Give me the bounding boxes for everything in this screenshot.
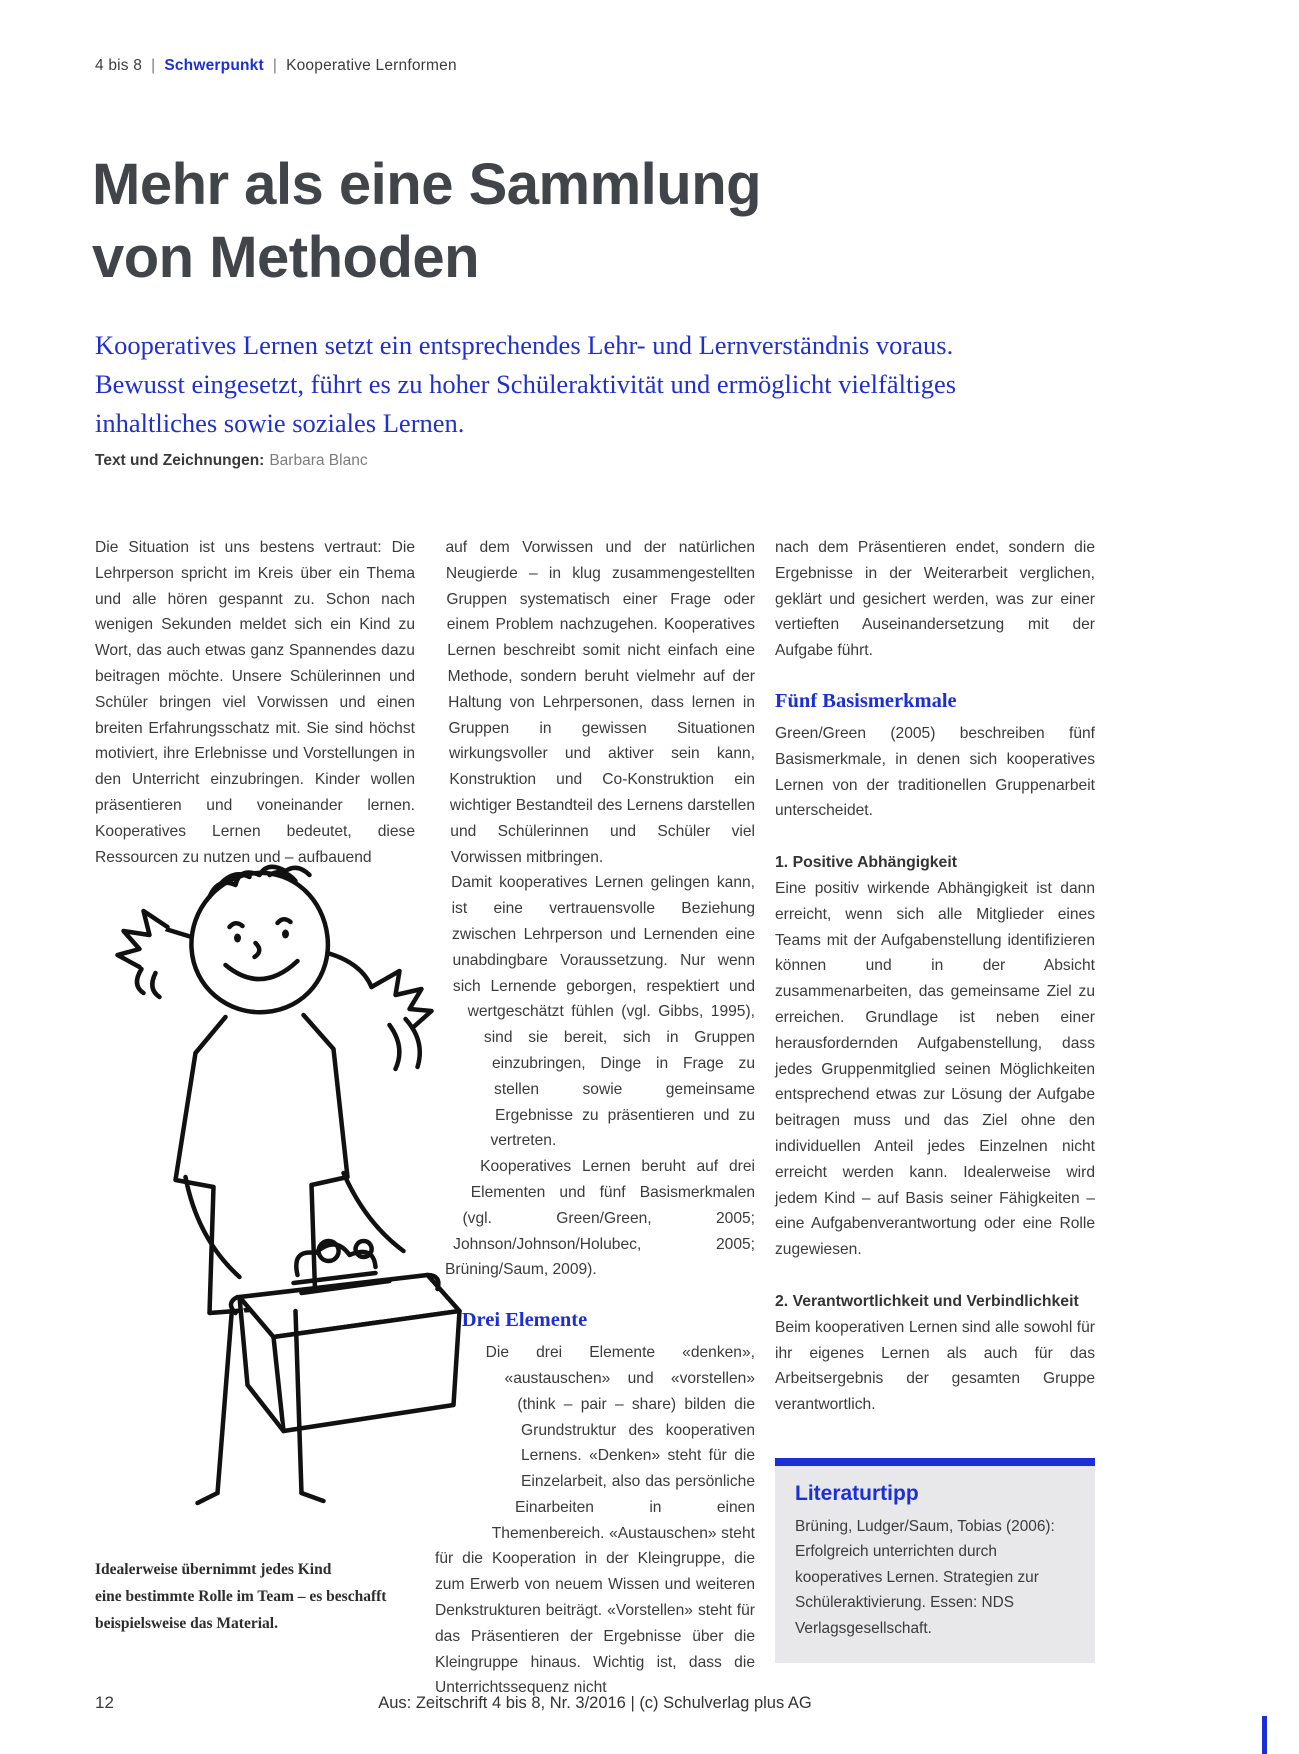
column-2 bbox=[435, 535, 755, 1701]
body-paragraph: Die drei Elemente «denken», «austauschen» und «vorstellen» (think – pair – share) bilden die Grundstruktur des kooperativen Lernens. «Denken» steht für die Einzelarbeit, also das persönliche Einarbeiten in einen Themenbereich. «Austauschen» steht für die Kooperation in der Kleingruppe, die zum Erwerb von neuem Wissen und weiteren Denkstrukturen beiträgt. «Vorstellen» steht für das Präsentieren der Ergebnisse über die Kleingruppe hinaus. Wichtig ist, dass die Unterrichtssequenz nicht bbox=[435, 1344, 755, 1697]
section-label: Schwerpunkt bbox=[164, 57, 264, 74]
illustration-caption: Idealerweise übernimmt jedes Kind eine bestimmte Rolle im Team – es beschafft beispielsweise das Material. bbox=[95, 1561, 387, 1632]
body-paragraph: Eine positiv wirkende Abhängigkeit ist dann erreicht, wenn sich alle Mitglieder eines Teams mit der Aufgabenstellung identifizieren können und in der Absicht zusammenarbeiten, das gemeinsame Ziel zu erreichen. Grundlage ist neben einer herausfordernden Aufgabenstellung, dass jedes Gruppenmitglied seinen Möglichkeiten entsprechend etwas zur Lösung der Aufgabe beitragen muss und das Ziel ohne den individuellen Anteil jedes Einzelnen nicht erreicht werden kann. Idealerweise wird jedem Kind – auf Basis seiner Fähigkeiten – eine Aufgabenverantwortung oder eine Rolle zugewiesen. bbox=[775, 879, 1095, 1259]
source-line: Aus: Zeitschrift 4 bis 8, Nr. 3/2016 | (c) Schulverlag plus AG bbox=[378, 1694, 812, 1712]
kicker-separator: | bbox=[151, 57, 156, 74]
body-paragraph: Die Situation ist uns bestens vertraut: Die Lehrperson spricht im Kreis über ein Thema und alle hören gespannt zu. Schon nach wenigen Sekunden meldet sich ein Kind zu Wort, das auch etwas ganz Spannendes dazu beitragen möchte. Unsere Schülerinnen und Schüler bringen viel Vorwissen und einen breiten Erfahrungsschatz mit. Sie sind höchst motiviert, ihre Erlebnisse und Vorstellungen in den Unterricht einzubringen. Kinder wollen präsentieren und voneinander lernen. Kooperatives Lernen bedeutet, diese Ressourcen zu nutzen und – aufbauend bbox=[95, 539, 415, 866]
lead-paragraph: Kooperatives Lernen setzt ein entsprechendes Lehr- und Lernverständnis voraus. Bewusst eingesetzt, führt es zu hoher Schüleraktivität und ermöglicht vielfältiges inhaltliches sowie soziales Lernen. bbox=[95, 330, 957, 438]
body-paragraph: Kooperatives Lernen beruht auf drei Elementen und fünf Basismerkmalen (vgl. Green/Green, 2005; Johnson/Johnson/Holubec, 2005; Brüning/Saum, 2009). bbox=[445, 1158, 755, 1279]
subheading-verantwortlichkeit: 2. Verantwortlichkeit und Verbindlichkeit bbox=[775, 1292, 1079, 1310]
byline-label: Text und Zeichnungen: bbox=[95, 452, 265, 469]
section-heading-drei-elemente: Drei Elemente bbox=[461, 1309, 588, 1332]
section-heading-fuenf-basismerkmale: Fünf Basismerkmale bbox=[775, 689, 957, 712]
magazine-name: 4 bis 8 bbox=[95, 57, 143, 74]
body-paragraph: Green/Green (2005) beschreiben fünf Basismerkmale, in denen sich kooperatives Lernen von der traditionellen Gruppenarbeit unterscheidet. bbox=[775, 724, 1095, 820]
literature-tip-heading: Literaturtipp bbox=[795, 1481, 919, 1505]
topic-label: Kooperative Lernformen bbox=[286, 57, 457, 74]
child-illustration bbox=[95, 845, 475, 1545]
page-edge-mark bbox=[1262, 1716, 1267, 1754]
literature-tip-box bbox=[775, 1458, 1095, 1663]
byline-author: Barbara Blanc bbox=[269, 452, 368, 469]
body-paragraph: nach dem Präsentieren endet, sondern die Ergebnisse in der Weiterarbeit verglichen, geklärt und gesichert werden, was zur einer vertieften Auseinandersetzung mit der Aufgabe führt. bbox=[775, 539, 1095, 660]
literature-tip-text: Brüning, Ludger/Saum, Tobias (2006): Erfolgreich unterrichten durch kooperatives Lernen. Strategien zur Schüleraktivierung. Essen: NDS Verlagsgesellschaft. bbox=[795, 1517, 1055, 1637]
column-3 bbox=[775, 535, 1095, 1701]
body-paragraph: Damit kooperatives Lernen gelingen kann, ist eine vertrauensvolle Beziehung zwischen Lehrperson und Lernenden eine unabdingbare Voraussetzung. Nur wenn sich Lernende geborgen, respektiert und wertgeschätzt fühlen (vgl. Gibbs, 1995), sind sie bereit, sich in Gruppen einzubringen, Dinge in Frage zu stellen sowie gemeinsame Ergebnisse zu präsentieren und zu vertreten. bbox=[451, 874, 755, 1150]
page-number: 12 bbox=[95, 1693, 114, 1712]
byline bbox=[95, 452, 368, 470]
page-title: Mehr als eine Sammlung von Methoden bbox=[92, 152, 762, 290]
kicker-separator: | bbox=[272, 57, 278, 74]
body-paragraph: auf dem Vorwissen und der natürlichen Neugierde – in klug zusammengestellten Gruppen systematisch einer Frage oder einem Problem nachzugehen. Kooperatives Lernen beschreibt somit nicht einfach eine Methode, sondern beruht vielmehr auf der Haltung von Lehrpersonen, dass lernen in Gruppen in gewissen Situationen wirkungsvoller und aktiver sein kann, Konstruktion und Co-Konstruktion ein wichtiger Bestandteil des Lernens darstellen und Schülerinnen und Schüler viel Vorwissen mitbringen. bbox=[445, 539, 755, 866]
subheading-positive-abhaengigkeit: 1. Positive Abhängigkeit bbox=[775, 854, 957, 872]
page-kicker bbox=[95, 57, 457, 75]
body-paragraph: Beim kooperativen Lernen sind alle sowohl für ihr eigenes Lernen als auch für das Arbeitsergebnis der gesamten Gruppe verantwortlich. bbox=[775, 1318, 1095, 1414]
